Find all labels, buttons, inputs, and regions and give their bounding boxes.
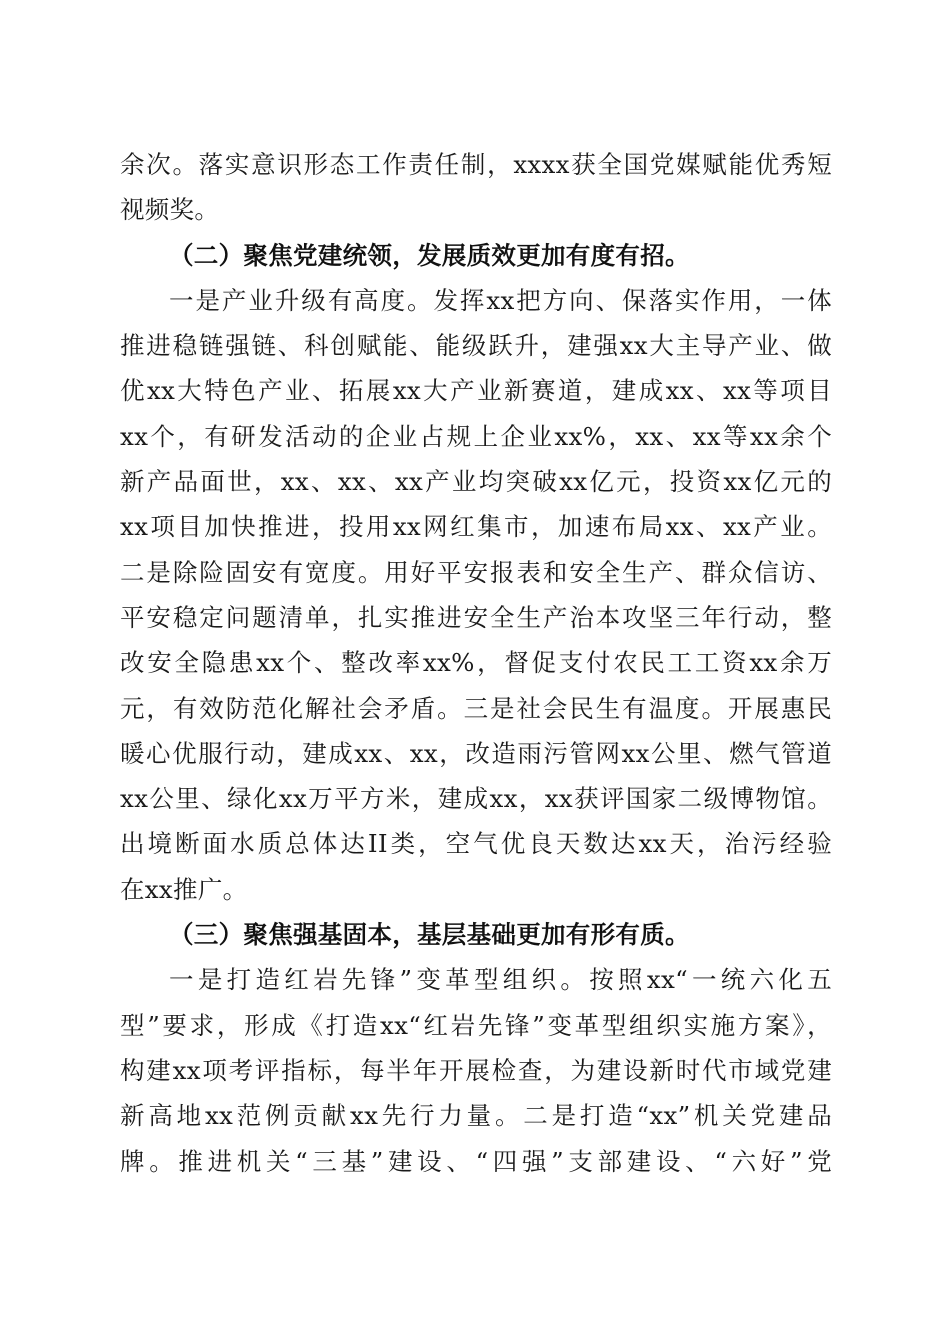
text-line: 型”要求，形成《打造xx“红岩先锋”变革型组织实施方案》， bbox=[120, 1010, 832, 1040]
text-line: 新高地xx范例贡献xx先行力量。二是打造“xx”机关党建品 bbox=[120, 1101, 832, 1131]
text-line: 在xx推广。 bbox=[120, 874, 248, 904]
text-line: 二是除险固安有宽度。用好平安报表和安全生产、群众信访、 bbox=[120, 557, 832, 587]
section-heading: （三）聚焦强基固本，基层基础更加有形有质。 bbox=[169, 920, 690, 950]
text-line: 新产品面世，xx、xx、xx产业均突破xx亿元，投资xx亿元的 bbox=[120, 467, 832, 497]
body-text bbox=[120, 142, 832, 1184]
text-line: 元，有效防范化解社会矛盾。三是社会民生有温度。开展惠民 bbox=[120, 693, 832, 723]
text-line: xx公里、绿化xx万平方米，建成xx，xx获评国家二级博物馆。 bbox=[120, 784, 832, 814]
text-line: 出境断面水质总体达II类，空气优良天数达xx天，治污经验 bbox=[120, 829, 832, 859]
paragraph-first-line: 一是打造红岩先锋”变革型组织。按照xx“一统六化五 bbox=[169, 965, 832, 995]
text-line: 优xx大特色产业、拓展xx大产业新赛道，建成xx、xx等项目 bbox=[120, 376, 832, 406]
text-line: 余次。落实意识形态工作责任制，xxxx获全国党媒赋能优秀短 bbox=[120, 150, 832, 179]
paragraph-first-line: 一是产业升级有高度。发挥xx把方向、保落实作用，一体 bbox=[169, 285, 832, 315]
text-line: xx个，有研发活动的企业占规上企业xx%，xx、xx等xx余个 bbox=[120, 421, 832, 451]
text-line: 牌。推进机关“三基”建设、“四强”支部建设、“六好”党 bbox=[120, 1146, 832, 1176]
text-line: 暖心优服行动，建成xx、xx，改造雨污管网xx公里、燃气管道 bbox=[120, 738, 832, 768]
text-line: xx项目加快推进，投用xx网红集市，加速布局xx、xx产业。 bbox=[120, 512, 832, 542]
text-line: 推进稳链强链、科创赋能、能级跃升，建强xx大主导产业、做 bbox=[120, 331, 832, 361]
text-line: 改安全隐患xx个、整改率xx%，督促支付农民工工资xx余万 bbox=[120, 648, 832, 678]
text-line: 视频奖。 bbox=[120, 195, 220, 225]
section-heading: （二）聚焦党建统领，发展质效更加有度有招。 bbox=[169, 240, 690, 270]
text-line: 平安稳定问题清单，扎实推进安全生产治本攻坚三年行动，整 bbox=[120, 602, 832, 632]
text-line: 构建xx项考评指标，每半年开展检查，为建设新时代市域党建 bbox=[120, 1055, 832, 1085]
